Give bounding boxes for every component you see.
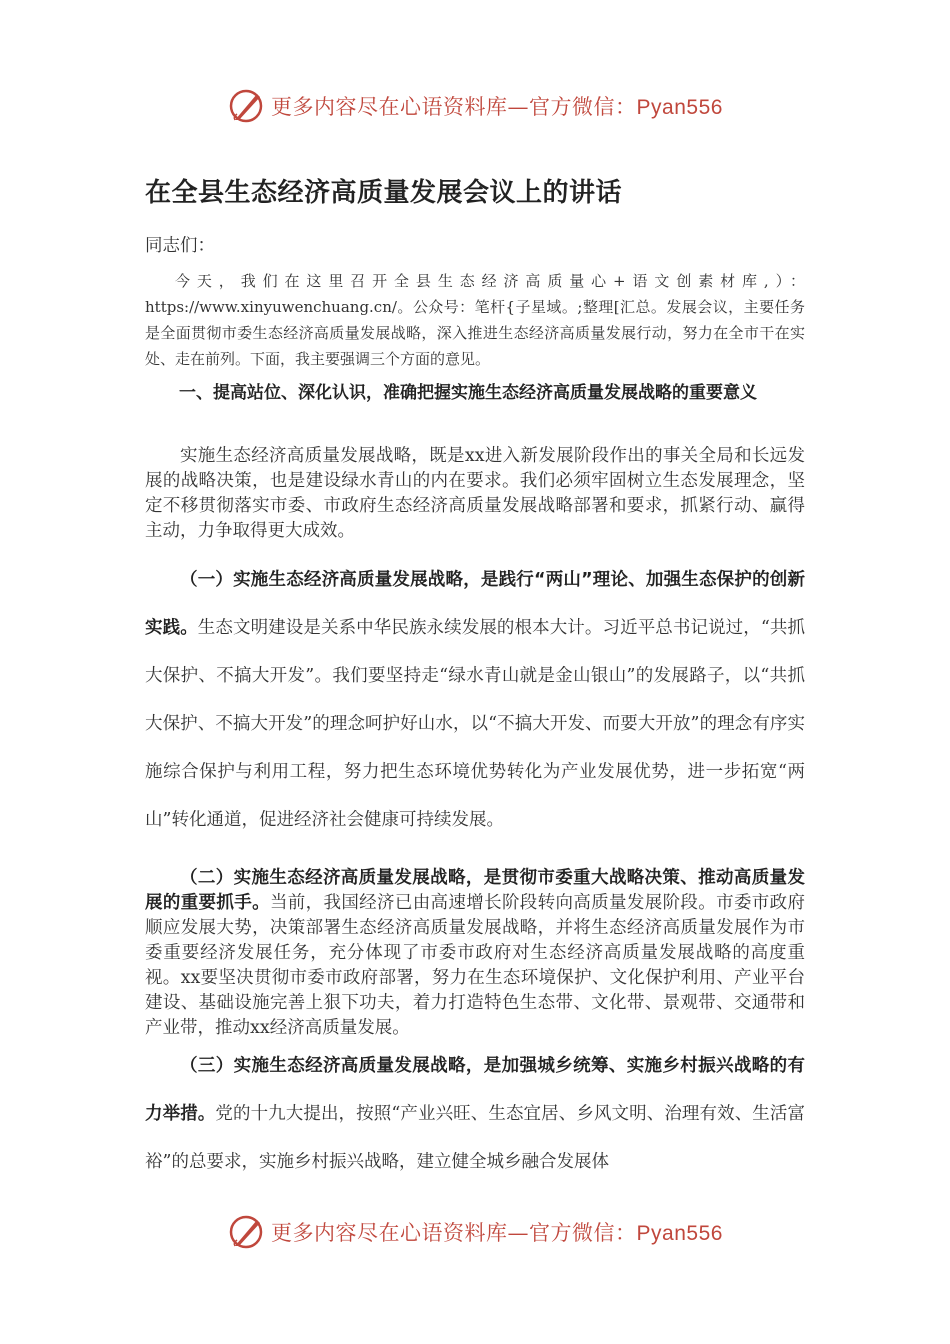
banner-text [271,1217,723,1247]
point1-paragraph [145,556,805,844]
point2-paragraph [145,866,805,1041]
quill-pen-logo-icon [227,87,265,125]
section1-body: 实施生态经济高质量发展战略，既是xx进入新发展阶段作出的事关全局和长远发展的战略决策，也是建设绿水青山的内在要求。我们必须牢固树立生态发展理念，坚定不移贯彻落实市委、市政府生态经济高质量发展战略部署和要求，抓紧行动、赢得主动，力争取得更大成效。 [145,446,805,541]
quill-pen-logo-icon [227,1213,265,1251]
point3-body: 党的十九大提出，按照“产业兴旺、生态宜居、乡风文明、治理有效、生活富裕”的总要求，实施乡村振兴战略，建立健全城乡融合发展体 [145,1104,805,1172]
salutation: 同志们： [145,236,215,256]
banner-contact: Pyan556 [636,96,723,119]
section1-heading: 一、提高站位、深化认识，准确把握实施生态经济高质量发展战略的重要意义 [179,383,757,403]
banner-slogan: 更多内容尽在心语资料库—官方微信： [271,95,637,119]
banner-text [271,91,723,121]
point1-body: 生态文明建设是关系中华民族永续发展的根本大计。习近平总书记说过，“共抓大保护、不搞大开发”。我们要坚持走“绿水青山就是金山银山”的发展路子，以“共抓大保护、不搞大开发”的理念呵护好山水，以“不搞大开发、而要大开放”的理念有序实施综合保护与利用工程，努力把生态环境优势转化为产业发展优势，进一步拓宽“两山”转化通道，促进经济社会健康可持续发展。 [145,618,806,830]
point2-body: 当前，我国经济已由高速增长阶段转向高质量发展阶段。市委市政府顺应发展大势，决策部署生态经济高质量发展战略，并将生态经济高质量发展作为市委重要经济发展任务，充分体现了市委市政府对生态经济高质量发展战略的高度重视。xx要坚决贯彻市委市政府部署，努力在生态环境保护、文化保护利用、产业平台建设、基础设施完善上狠下功夫，着力打造特色生态带、文化带、景观带、交通带和产业带，推动xx经济高质量发展。 [145,893,806,1038]
point3-heading: （三）实施生态经济高质量发展战略，是加强城乡统筹、实施乡村振兴战略的有力举措。 [145,1056,805,1124]
point1-heading: （一）实施生态经济高质量发展战略，是践行“两山”理论、加强生态保护的创新实践。 [145,570,805,638]
footer-banner [0,1210,950,1254]
point2-heading: （二）实施生态经济高质量发展战略，是贯彻市委重大战略决策、推动高质量发展的重要抓手。 [145,868,805,913]
intro-paragraph: 今天，我们在这里召开全县生态经济高质量心+语文创素材库,）：https://www.xinyuwenchuang.cn/。公众号：笔杆{子星域。;整理[汇总。发展会议，主要任务是全面贯彻市委生态经济高质量发展战略，深入推进生态经济高质量发展行动，努力在全市干在实处、走在前列。下面，我主要强调三个方面的意见。 [145,272,805,368]
document-title: 在全县生态经济高质量发展会议上的讲话 [145,178,623,208]
banner-contact: Pyan556 [636,1222,723,1245]
banner-slogan: 更多内容尽在心语资料库—官方微信： [271,1221,637,1245]
point3-paragraph [145,1042,805,1186]
header-banner [0,84,950,128]
